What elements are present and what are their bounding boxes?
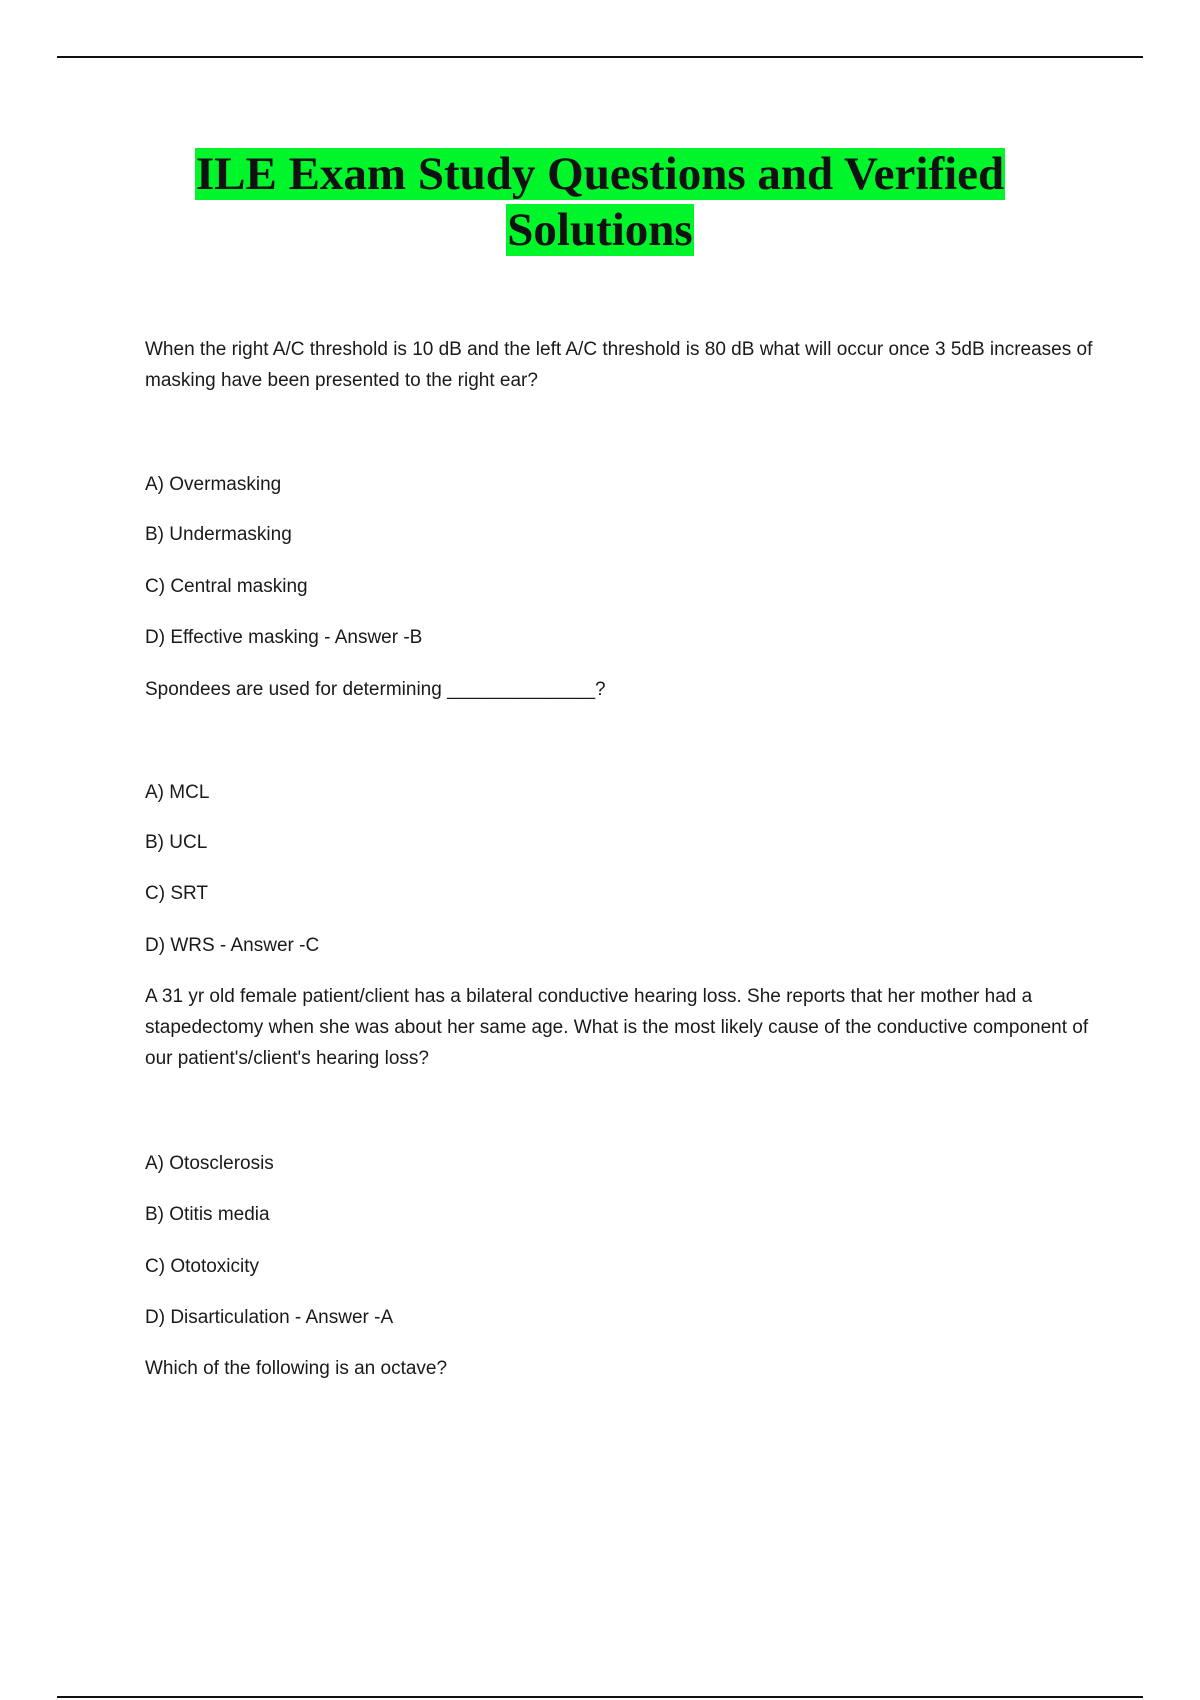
question-1-option-b: B) Undermasking	[145, 524, 292, 545]
question-4-prompt: Which of the following is an octave?	[145, 1358, 448, 1379]
question-1-prompt: When the right A/C threshold is 10 dB and the left A/C threshold is 80 dB what will occur once 3 5dB increases of masking have been presented to the right ear?	[145, 339, 1093, 391]
question-1-option-c: C) Central masking	[145, 576, 308, 597]
question-1-option-a: A) Overmasking	[145, 474, 282, 495]
header-rule	[57, 56, 1143, 58]
question-2-option-d: D) WRS - Answer -C	[145, 935, 320, 956]
question-3-option-b: B) Otitis media	[145, 1204, 270, 1225]
title-line-2: Solutions	[507, 204, 693, 256]
question-2-option-c: C) SRT	[145, 883, 208, 904]
question-2-prompt: Spondees are used for determining ______________?	[145, 679, 606, 700]
question-2-option-b: B) UCL	[145, 832, 208, 853]
question-2-option-a: A) MCL	[145, 782, 210, 803]
footer-rule	[57, 1696, 1143, 1698]
question-3-option-c: C) Ototoxicity	[145, 1256, 260, 1277]
document-title	[0, 146, 1200, 258]
question-3-option-a: A) Otosclerosis	[145, 1153, 274, 1174]
title-line-1: ILE Exam Study Questions and Verified	[195, 148, 1005, 200]
question-3-option-d: D) Disarticulation - Answer -A	[145, 1307, 394, 1328]
question-1-option-d: D) Effective masking - Answer -B	[145, 627, 423, 648]
question-3-prompt: A 31 yr old female patient/client has a bilateral conductive hearing loss. She reports that her mother had a stapedectomy when she was about her same age. What is the most likely cause of the conductive component of our patient's/client's hearing loss?	[145, 986, 1089, 1069]
